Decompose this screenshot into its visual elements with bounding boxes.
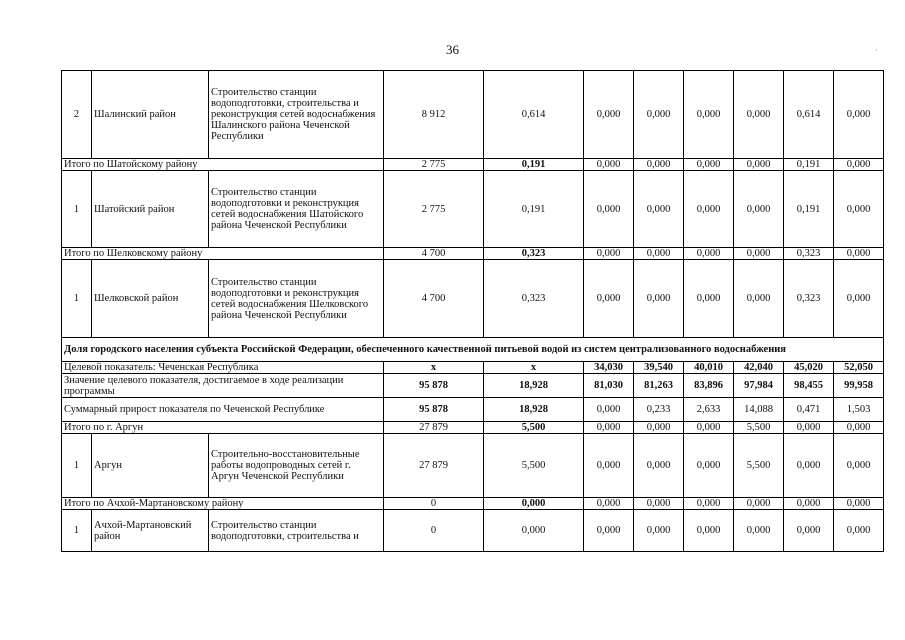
year-value: 0,000 <box>734 510 784 552</box>
year-value: 0,000 <box>584 71 634 159</box>
year-value: 5,500 <box>734 422 784 434</box>
year-value: 81,030 <box>584 374 634 398</box>
project-description: Строительно-восстановительные работы водопроводных сетей г. Аргун Чеченской Республики <box>209 434 384 498</box>
year-value: 0,614 <box>784 71 834 159</box>
project-row <box>62 510 884 552</box>
year-value: 39,540 <box>634 362 684 374</box>
row-number: 1 <box>62 434 92 498</box>
value-2: 0,000 <box>484 510 584 552</box>
value-1: 8 912 <box>384 71 484 159</box>
page-number: 36 <box>446 42 459 57</box>
year-value: 0,000 <box>834 171 884 248</box>
year-value: 0,000 <box>584 498 634 510</box>
value-2: 0,191 <box>484 171 584 248</box>
year-value: 2,633 <box>684 398 734 422</box>
year-value: 52,050 <box>834 362 884 374</box>
year-value: 0,000 <box>684 171 734 248</box>
year-value: 0,191 <box>784 171 834 248</box>
year-value: 0,000 <box>784 498 834 510</box>
year-value: 83,896 <box>684 374 734 398</box>
indicator-heading-row <box>62 338 884 362</box>
target-label: Целевой показатель: Чеченская Республика <box>62 362 384 374</box>
year-value: 0,000 <box>834 260 884 338</box>
value-1: 4 700 <box>384 248 484 260</box>
scan-dot: · <box>875 46 878 55</box>
year-value: 0,000 <box>834 422 884 434</box>
year-value: 0,000 <box>584 248 634 260</box>
subtotal-row <box>62 422 884 434</box>
year-value: 0,000 <box>684 434 734 498</box>
value-1: 95 878 <box>384 374 484 398</box>
subtotal-label: Итого по Шелковскому району <box>62 248 384 260</box>
project-description: Строительство станции водоподготовки и реконструкция сетей водоснабжения Шелковского района Чеченской Республики <box>209 260 384 338</box>
subtotal-row <box>62 248 884 260</box>
summary-label: Значение целевого показателя, достигаемое в ходе реализации программы <box>62 374 384 398</box>
value-1: 27 879 <box>384 422 484 434</box>
row-number: 1 <box>62 171 92 248</box>
year-value: 42,040 <box>734 362 784 374</box>
value-1: 0 <box>384 510 484 552</box>
value-2: 0,000 <box>484 498 584 510</box>
value-2: 0,614 <box>484 71 584 159</box>
year-value: 81,263 <box>634 374 684 398</box>
year-value: 14,088 <box>734 398 784 422</box>
year-value: 0,000 <box>584 260 634 338</box>
year-value: 0,323 <box>784 248 834 260</box>
year-value: 99,958 <box>834 374 884 398</box>
value-1: 4 700 <box>384 260 484 338</box>
district-name: Шелковской район <box>92 260 209 338</box>
year-value: 0,000 <box>684 159 734 171</box>
year-value: 45,020 <box>784 362 834 374</box>
year-value: 0,000 <box>634 260 684 338</box>
project-row <box>62 71 884 159</box>
year-value: 0,000 <box>584 398 634 422</box>
year-value: 0,000 <box>584 510 634 552</box>
year-value: 0,000 <box>734 498 784 510</box>
subtotal-label: Итого по Ачхой-Мартановскому району <box>62 498 384 510</box>
year-value: 0,000 <box>634 422 684 434</box>
value-2: 18,928 <box>484 374 584 398</box>
value-1: 95 878 <box>384 398 484 422</box>
project-description: Строительство станции водоподготовки, строительства и <box>209 510 384 552</box>
year-value: 0,000 <box>634 159 684 171</box>
value-1: 27 879 <box>384 434 484 498</box>
project-description: Строительство станции водоподготовки, строительства и реконструкция сетей водоснабжения Шалинского района Чеченской Республики <box>209 71 384 159</box>
subtotal-label: Итого по г. Аргун <box>62 422 384 434</box>
year-value: 40,010 <box>684 362 734 374</box>
year-value: 0,000 <box>684 260 734 338</box>
year-value: 97,984 <box>734 374 784 398</box>
year-value: 0,000 <box>834 510 884 552</box>
year-value: 0,000 <box>734 71 784 159</box>
year-value: 0,000 <box>834 434 884 498</box>
year-value: 0,000 <box>684 422 734 434</box>
year-value: 0,000 <box>784 510 834 552</box>
year-value: 0,000 <box>684 498 734 510</box>
year-value: 0,000 <box>734 159 784 171</box>
year-value: 1,503 <box>834 398 884 422</box>
row-number: 2 <box>62 71 92 159</box>
project-row <box>62 434 884 498</box>
project-description: Строительство станции водоподготовки и реконструкция сетей водоснабжения Шатойского района Чеченской Республики <box>209 171 384 248</box>
district-name: Шатойский район <box>92 171 209 248</box>
target-row <box>62 362 884 374</box>
year-value: 0,000 <box>634 171 684 248</box>
year-value: 98,455 <box>784 374 834 398</box>
indicator-heading: Доля городского населения субъекта Российской Федерации, обеспеченного качественной питьевой водой из систем централизованного водоснабжения <box>62 338 884 362</box>
district-name: Ачхой-Мартановский район <box>92 510 209 552</box>
year-value: 0,000 <box>684 71 734 159</box>
subtotal-row <box>62 159 884 171</box>
value-2: 5,500 <box>484 434 584 498</box>
value-2: 0,191 <box>484 159 584 171</box>
year-value: 0,000 <box>834 159 884 171</box>
year-value: 0,000 <box>634 510 684 552</box>
project-row <box>62 171 884 248</box>
program-table <box>61 70 884 552</box>
district-name: Аргун <box>92 434 209 498</box>
year-value: 0,000 <box>834 71 884 159</box>
value-2: 5,500 <box>484 422 584 434</box>
value-1: 2 775 <box>384 171 484 248</box>
year-value: 0,000 <box>734 260 784 338</box>
year-value: 34,030 <box>584 362 634 374</box>
year-value: 0,323 <box>784 260 834 338</box>
year-value: 0,191 <box>784 159 834 171</box>
year-value: 0,000 <box>584 434 634 498</box>
district-name: Шалинский район <box>92 71 209 159</box>
row-number: 1 <box>62 510 92 552</box>
year-value: 0,000 <box>584 171 634 248</box>
value-1: 2 775 <box>384 159 484 171</box>
year-value: 0,000 <box>584 159 634 171</box>
year-value: 0,000 <box>684 510 734 552</box>
summary-row <box>62 374 884 398</box>
year-value: 0,000 <box>634 434 684 498</box>
value-1: 0 <box>384 498 484 510</box>
year-value: 0,000 <box>734 248 784 260</box>
year-value: 0,000 <box>684 248 734 260</box>
value-2: 0,323 <box>484 260 584 338</box>
year-value: 0,000 <box>734 171 784 248</box>
value-2: 0,323 <box>484 248 584 260</box>
year-value: 0,000 <box>784 422 834 434</box>
year-value: 0,000 <box>834 248 884 260</box>
summary-row <box>62 398 884 422</box>
value-1: x <box>384 362 484 374</box>
year-value: 0,000 <box>634 498 684 510</box>
value-2: 18,928 <box>484 398 584 422</box>
subtotal-row <box>62 498 884 510</box>
row-number: 1 <box>62 260 92 338</box>
value-2: x <box>484 362 584 374</box>
year-value: 0,000 <box>634 71 684 159</box>
year-value: 0,000 <box>834 498 884 510</box>
year-value: 0,233 <box>634 398 684 422</box>
year-value: 0,000 <box>784 434 834 498</box>
summary-label: Суммарный прирост показателя по Чеченской Республике <box>62 398 384 422</box>
subtotal-label: Итого по Шатойскому району <box>62 159 384 171</box>
project-row <box>62 260 884 338</box>
year-value: 0,000 <box>584 422 634 434</box>
year-value: 0,000 <box>634 248 684 260</box>
year-value: 0,471 <box>784 398 834 422</box>
year-value: 5,500 <box>734 434 784 498</box>
